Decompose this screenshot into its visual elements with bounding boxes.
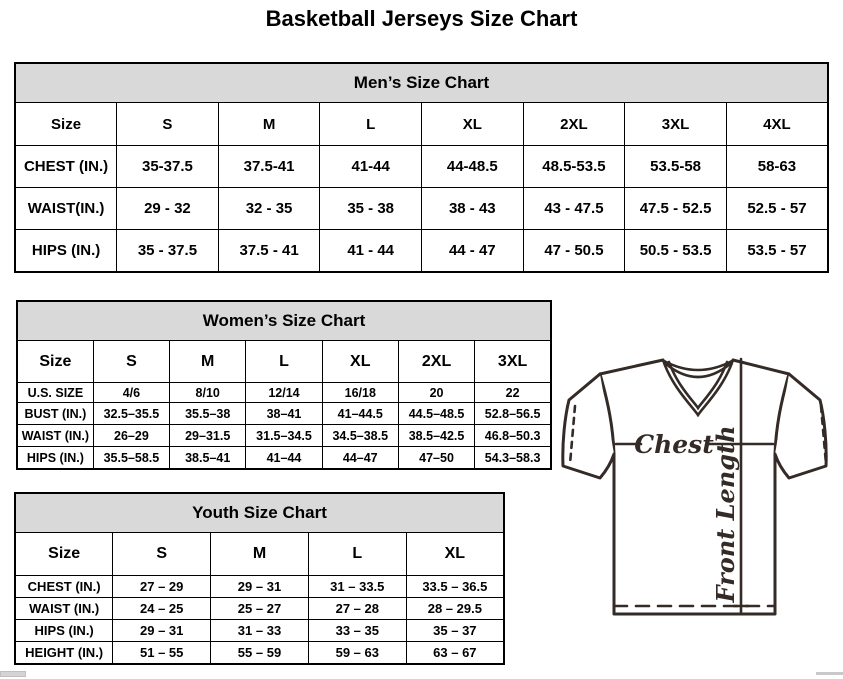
size-value-cell: 54.3–58.3	[475, 447, 551, 470]
size-value-cell: 44.5–48.5	[398, 403, 474, 425]
size-value-cell: 35 - 37.5	[117, 230, 219, 273]
size-column-header: L	[308, 533, 406, 576]
size-value-cell: 35.5–58.5	[93, 447, 169, 470]
size-value-cell: 22	[475, 383, 551, 403]
size-value-cell: 37.5 - 41	[218, 230, 320, 273]
jersey-body	[600, 360, 789, 614]
size-header-label: Size	[17, 341, 93, 383]
size-value-cell: 4/6	[93, 383, 169, 403]
size-value-cell: 37.5-41	[218, 146, 320, 188]
size-column-header: 2XL	[398, 341, 474, 383]
row-label-cell: WAIST(IN.)	[15, 188, 117, 230]
table-row	[15, 146, 828, 188]
size-column-header: S	[113, 533, 211, 576]
size-column-header: L	[246, 341, 322, 383]
size-value-cell: 31 – 33	[211, 620, 309, 642]
youth-size-chart-table	[14, 492, 505, 665]
row-label-cell: HIPS (IN.)	[17, 447, 93, 470]
size-column-header: 3XL	[625, 103, 727, 146]
size-value-cell: 44 - 47	[422, 230, 524, 273]
size-value-cell: 20	[398, 383, 474, 403]
size-value-cell: 8/10	[170, 383, 246, 403]
size-column-header: M	[170, 341, 246, 383]
row-label-cell: U.S. SIZE	[17, 383, 93, 403]
size-value-cell: 41 - 44	[320, 230, 422, 273]
size-column-header: S	[93, 341, 169, 383]
size-header-row	[17, 341, 551, 383]
table-row	[15, 642, 504, 665]
size-header-row	[15, 103, 828, 146]
row-label-cell: BUST (IN.)	[17, 403, 93, 425]
size-value-cell: 16/18	[322, 383, 398, 403]
size-value-cell: 63 – 67	[406, 642, 504, 665]
size-value-cell: 32 - 35	[218, 188, 320, 230]
size-value-cell: 38.5–42.5	[398, 425, 474, 447]
size-value-cell: 44-48.5	[422, 146, 524, 188]
row-label-cell: HIPS (IN.)	[15, 230, 117, 273]
size-column-header: XL	[322, 341, 398, 383]
size-value-cell: 27 – 28	[308, 598, 406, 620]
jersey-outline-icon	[556, 354, 840, 624]
size-value-cell: 33.5 – 36.5	[406, 576, 504, 598]
row-label-cell: HEIGHT (IN.)	[15, 642, 113, 665]
size-value-cell: 31 – 33.5	[308, 576, 406, 598]
size-value-cell: 29 – 31	[211, 576, 309, 598]
size-column-header: M	[218, 103, 320, 146]
jersey-measurement-diagram	[556, 354, 840, 624]
table-row	[17, 447, 551, 470]
size-value-cell: 53.5 - 57	[726, 230, 828, 273]
horizontal-scrollbar-thumb[interactable]	[0, 671, 26, 677]
table-title-band: Youth Size Chart	[15, 493, 504, 533]
size-column-header: 2XL	[523, 103, 625, 146]
row-label-cell: WAIST (IN.)	[17, 425, 93, 447]
size-value-cell: 43 - 47.5	[523, 188, 625, 230]
table-row	[17, 403, 551, 425]
row-label-cell: WAIST (IN.)	[15, 598, 113, 620]
size-value-cell: 35 - 38	[320, 188, 422, 230]
page-title: Basketball Jerseys Size Chart	[265, 6, 578, 31]
size-value-cell: 35-37.5	[117, 146, 219, 188]
size-value-cell: 29 - 32	[117, 188, 219, 230]
size-value-cell: 28 – 29.5	[406, 598, 504, 620]
size-header-label: Size	[15, 533, 113, 576]
size-value-cell: 41-44	[320, 146, 422, 188]
size-value-cell: 52.5 - 57	[726, 188, 828, 230]
size-value-cell: 31.5–34.5	[246, 425, 322, 447]
size-value-cell: 47 - 50.5	[523, 230, 625, 273]
size-value-cell: 38.5–41	[170, 447, 246, 470]
size-value-cell: 38–41	[246, 403, 322, 425]
size-value-cell: 33 – 35	[308, 620, 406, 642]
size-column-header: S	[117, 103, 219, 146]
size-value-cell: 32.5–35.5	[93, 403, 169, 425]
size-value-cell: 12/14	[246, 383, 322, 403]
size-value-cell: 35.5–38	[170, 403, 246, 425]
table-row	[15, 620, 504, 642]
size-column-header: XL	[406, 533, 504, 576]
size-value-cell: 47–50	[398, 447, 474, 470]
size-value-cell: 34.5–38.5	[322, 425, 398, 447]
table-title-band: Women’s Size Chart	[17, 301, 551, 341]
size-value-cell: 53.5-58	[625, 146, 727, 188]
size-header-label: Size	[15, 103, 117, 146]
size-column-header: 3XL	[475, 341, 551, 383]
size-value-cell: 46.8–50.3	[475, 425, 551, 447]
size-value-cell: 24 – 25	[113, 598, 211, 620]
size-column-header: L	[320, 103, 422, 146]
table-title-band: Men’s Size Chart	[15, 63, 828, 103]
row-label-cell: CHEST (IN.)	[15, 146, 117, 188]
size-value-cell: 38 - 43	[422, 188, 524, 230]
size-value-cell: 51 – 55	[113, 642, 211, 665]
table-row	[15, 188, 828, 230]
size-value-cell: 59 – 63	[308, 642, 406, 665]
size-value-cell: 26–29	[93, 425, 169, 447]
front-length-label: Front Length	[711, 425, 740, 603]
chest-label: Chest	[634, 430, 714, 459]
size-column-header: XL	[422, 103, 524, 146]
size-value-cell: 47.5 - 52.5	[625, 188, 727, 230]
size-value-cell: 25 – 27	[211, 598, 309, 620]
size-value-cell: 27 – 29	[113, 576, 211, 598]
mens-size-chart-table	[14, 62, 829, 273]
size-header-row	[15, 533, 504, 576]
row-label-cell: CHEST (IN.)	[15, 576, 113, 598]
size-value-cell: 41–44	[246, 447, 322, 470]
size-value-cell: 29–31.5	[170, 425, 246, 447]
size-column-header: M	[211, 533, 309, 576]
size-value-cell: 35 – 37	[406, 620, 504, 642]
table-row	[15, 230, 828, 273]
table-row	[17, 425, 551, 447]
size-value-cell: 44–47	[322, 447, 398, 470]
size-value-cell: 55 – 59	[211, 642, 309, 665]
table-row	[17, 383, 551, 403]
size-value-cell: 41–44.5	[322, 403, 398, 425]
size-value-cell: 52.8–56.5	[475, 403, 551, 425]
size-value-cell: 50.5 - 53.5	[625, 230, 727, 273]
womens-size-chart-table	[16, 300, 552, 470]
horizontal-scrollbar-track-fragment[interactable]	[816, 672, 843, 675]
row-label-cell: HIPS (IN.)	[15, 620, 113, 642]
size-value-cell: 58-63	[726, 146, 828, 188]
size-column-header: 4XL	[726, 103, 828, 146]
table-row	[15, 576, 504, 598]
size-value-cell: 29 – 31	[113, 620, 211, 642]
size-value-cell: 48.5-53.5	[523, 146, 625, 188]
table-row	[15, 598, 504, 620]
